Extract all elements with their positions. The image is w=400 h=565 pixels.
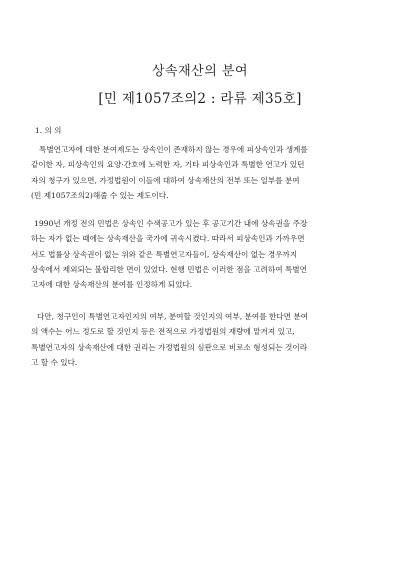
section-heading: 1. 의 의 bbox=[35, 126, 62, 135]
paragraph-line: 특별연고자에 대한 분여제도는 상속인이 존재하지 않는 경우에 피상속인과 생계를 bbox=[39, 145, 308, 154]
paragraph-line: 1990년 개정 전의 민법은 상속인 수색공고가 있는 후 공고기간 내에 상속권을 주장 bbox=[34, 219, 308, 228]
paragraph-line: 상속에서 제외되는 불합리한 면이 있었다. 현행 민법은 이러한 점을 고려하여 특별연 bbox=[31, 264, 307, 274]
paragraph-line: 의 액수는 어느 정도로 할 것인지 등은 전적으로 가정법원의 재량에 맡겨져 있고, bbox=[31, 327, 295, 337]
paragraph-line: 고자에 대한 상속재산의 분여를 인정하게 되었다. bbox=[31, 280, 193, 290]
paragraph-line: (민 제1057조의2)해줄 수 있는 제도이다. bbox=[31, 190, 169, 200]
paragraph-line: 특별연고자의 상속재산에 대한 권리는 가정법원의 심판으로 비로소 형성되는 것이라 bbox=[31, 342, 308, 352]
paragraph-line: 고 할 수 있다. bbox=[31, 357, 78, 367]
paragraph-1 bbox=[31, 142, 371, 203]
paragraph-3 bbox=[31, 309, 371, 370]
paragraph-2 bbox=[31, 216, 371, 292]
document-subtitle: [민 제1057조의2 : 라류 제35호] bbox=[98, 91, 302, 107]
paragraph-line: 서도 법률상 상속권이 없는 위와 같은 특별연고자들이, 상속재산이 없는 경우까지 bbox=[31, 249, 298, 259]
paragraph-line: 하는 자가 없는 때에는 상속재산을 국가에 귀속시켰다. 따라서 피상속인과 가까우면 bbox=[31, 234, 305, 244]
paragraph-line: 다만, 청구인이 특별연고자인지의 여부, 분여할 것인지의 여부, 분여를 한다면 분여 bbox=[37, 312, 309, 321]
document-title: 상속재산의 분여 bbox=[151, 64, 249, 79]
paragraph-line: 자의 청구가 있으면, 가정법원이 이들에 대하여 상속재산의 전부 또는 일부를 분여 bbox=[31, 175, 300, 185]
paragraph-line: 같이한 자, 피상속인의 요양·간호에 노력한 자, 기타 피상속인과 특별한 연고가 있던 bbox=[31, 160, 305, 170]
